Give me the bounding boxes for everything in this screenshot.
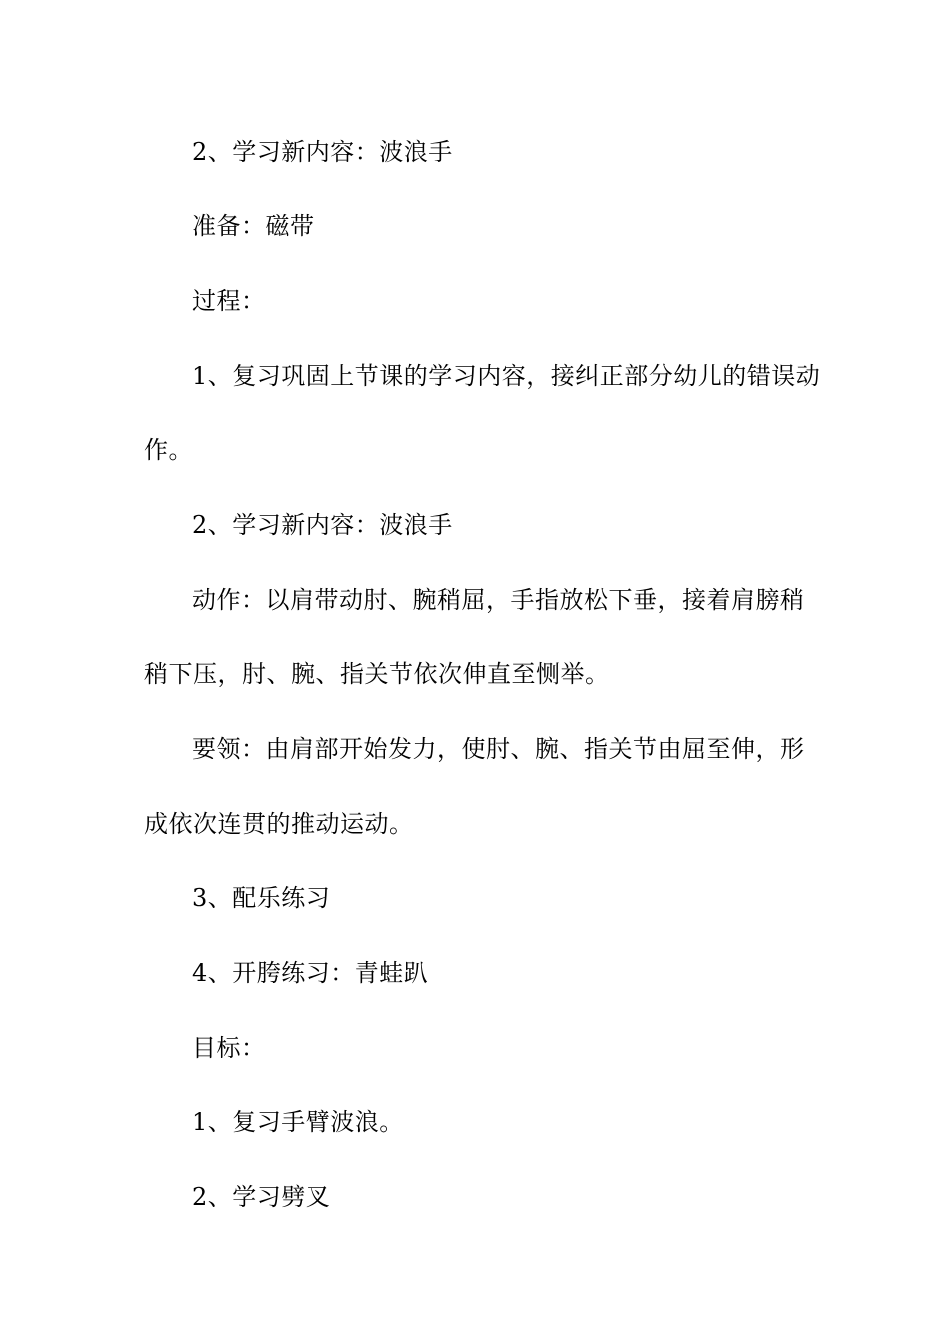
paragraph-line: 3、配乐练习 (192, 884, 331, 912)
paragraph-line: 准备：磁带 (192, 212, 315, 240)
paragraph-line: 1、复习手臂波浪。 (192, 1108, 404, 1136)
paragraph-line: 要领：由肩部开始发力，使肘、腕、指关节由屈至伸，形 (192, 735, 805, 763)
paragraph-line: 过程： (192, 287, 266, 315)
paragraph-line: 目标： (192, 1034, 266, 1062)
paragraph-line: 4、开胯练习：青蛙趴 (192, 959, 429, 987)
paragraph-line: 2、学习新内容：波浪手 (192, 138, 453, 166)
paragraph-line: 动作：以肩带动肘、腕稍屈，手指放松下垂，接着肩膀稍 (192, 586, 805, 614)
paragraph-line: 稍下压，肘、腕、指关节依次伸直至恻举。 (144, 660, 610, 688)
paragraph-line: 作。 (144, 436, 193, 464)
paragraph-line: 成依次连贯的推动运动。 (144, 810, 414, 838)
paragraph-line: 1、复习巩固上节课的学习内容，接纠正部分幼儿的错误动 (192, 362, 821, 390)
paragraph-line: 2、学习劈叉 (192, 1183, 331, 1211)
paragraph-line: 2、学习新内容：波浪手 (192, 511, 453, 539)
